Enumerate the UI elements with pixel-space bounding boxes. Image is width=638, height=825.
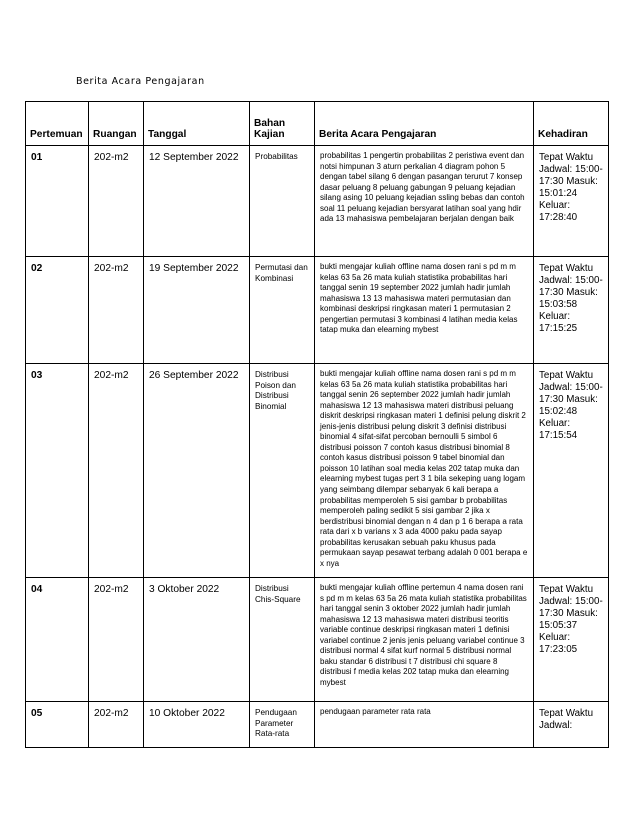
date-cell: 12 September 2022 [144,146,250,257]
attendance-cell: Tepat Waktu Jadwal: [534,702,609,748]
room-cell: 202-m2 [89,146,144,257]
meeting-number: 03 [26,364,89,578]
table-row [26,257,609,364]
table-row [26,702,609,748]
report-cell: bukti mengajar kuliah offline pertemun 4 nama dosen rani s pd m m kelas 63 5a 26 mata kuliah statistika probabilitas hari tanggal senin 3 oktober 2022 jumlah hadir jumlah mahasiswa 12 13 mahasiswa materi distribusi teoritis variable continue deskripsi ringkasan materi 1 definisi variabel continue 2 jenis jenis peluang variabel continue 3 distribusi normal 4 sifat kurf normal 5 distribusi normal baku standar 6 distribusi t 7 distribusi chi square 8 distribusi f media kelas 202 tatap muka dan elearning mybest [315,578,534,702]
meeting-number: 05 [26,702,89,748]
header-attendance: Kehadiran [534,102,609,146]
date-cell: 3 Oktober 2022 [144,578,250,702]
header-date: Tanggal [144,102,250,146]
material-cell: Pendugaan Parameter Rata-rata [250,702,315,748]
date-cell: 19 September 2022 [144,257,250,364]
room-cell: 202-m2 [89,364,144,578]
table-row [26,364,609,578]
material-cell: Permutasi dan Kombinasi [250,257,315,364]
report-cell: pendugaan parameter rata rata [315,702,534,748]
meeting-number: 02 [26,257,89,364]
material-cell: Probabilitas [250,146,315,257]
table-row [26,578,609,702]
room-cell: 202-m2 [89,702,144,748]
date-cell: 10 Oktober 2022 [144,702,250,748]
report-cell: bukti mengajar kuliah offline nama dosen rani s pd m m kelas 63 5a 26 mata kuliah statistika probabilitas hari tanggal senin 19 september 2022 jumlah hadir jumlah mahasiswa 13 13 mahasiswa materi permutasian dan kombinasi deskripsi ringkasan materi 1 permutasian 2 pengertian permutasi 3 kombinasi 4 latihan media kelas tatap muka dan elearning mybest [315,257,534,364]
material-cell: Distribusi Poison dan Distribusi Binomial [250,364,315,578]
table-row [26,146,609,257]
attendance-cell: Tepat Waktu Jadwal: 15:00-17:30 Masuk: 15:01:24 Keluar: 17:28:40 [534,146,609,257]
header-room: Ruangan [89,102,144,146]
report-cell: probabilitas 1 pengertin probabilitas 2 peristiwa event dan notsi himpunan 3 aturn perkalian 4 diagram pohon 5 dengan tabel silang 6 dengan pasangan terurut 7 konsep dasar peluang 8 peluang gabungan 9 peluang kejadian silang asing 10 peluang kejadian ssling bebas dan contoh soal 11 peluang kejadian bersyarat latihan soal yang hdir ada 13 mahasiswa pembelajaran berjalan dengan baik [315,146,534,257]
room-cell: 202-m2 [89,578,144,702]
meeting-number: 04 [26,578,89,702]
header-report: Berita Acara Pengajaran [315,102,534,146]
meeting-number: 01 [26,146,89,257]
date-cell: 26 September 2022 [144,364,250,578]
teaching-report-table [25,101,609,748]
report-cell: bukti mengajar kuliah offline nama dosen rani s pd m m kelas 63 5a 26 mata kuliah statistika probabilitas hari tanggal senin 26 september 2022 jumlah hadir jumlah mahasiswa 12 13 mahasiswa materi distribusi peluang diskrit deskripsi ringkasan materi 1 definisi pelung diskrit 2 jenis-jenis distribusi pelung diskrit 3 definisi distribusi binomial 4 sifat-sifat percoban bernoulli 5 simbol 6 distribusi poisson 7 contoh kasus distribusi binomial 8 contoh kasus distribusi poisson 9 tabel binomial dan poisson 10 latihan soal media kelas 202 tatap muka dan elearning mybest tugas pert 3 1 bila sekeping uang logam yang seimbang dilempar sebanyak 6 kali berapa a probabilitas memperoleh 5 sisi gambar b probabilitas memperoleh paling sedikit 5 sisi gambar 2 jika x berdistribusi binomial dengan n 4 dan p 1 6 berapa a rata rata dari x b varians x 3 ada 4000 paku pada sayap probabilitas kerusakan sebuah paku khusus pada permukaan sayap pesawat terbang adalah 0 001 berapa e x nya [315,364,534,578]
room-cell: 202-m2 [89,257,144,364]
header-meeting: Pertemuan [26,102,89,146]
attendance-cell: Tepat Waktu Jadwal: 15:00-17:30 Masuk: 15:02:48 Keluar: 17:15:54 [534,364,609,578]
header-row [26,102,609,146]
attendance-cell: Tepat Waktu Jadwal: 15:00-17:30 Masuk: 15:05:37 Keluar: 17:23:05 [534,578,609,702]
attendance-cell: Tepat Waktu Jadwal: 15:00-17:30 Masuk: 15:03:58 Keluar: 17:15:25 [534,257,609,364]
material-cell: Distribusi Chis-Square [250,578,315,702]
page-title: Berita Acara Pengajaran [76,76,205,87]
header-material: Bahan Kajian [250,102,315,146]
